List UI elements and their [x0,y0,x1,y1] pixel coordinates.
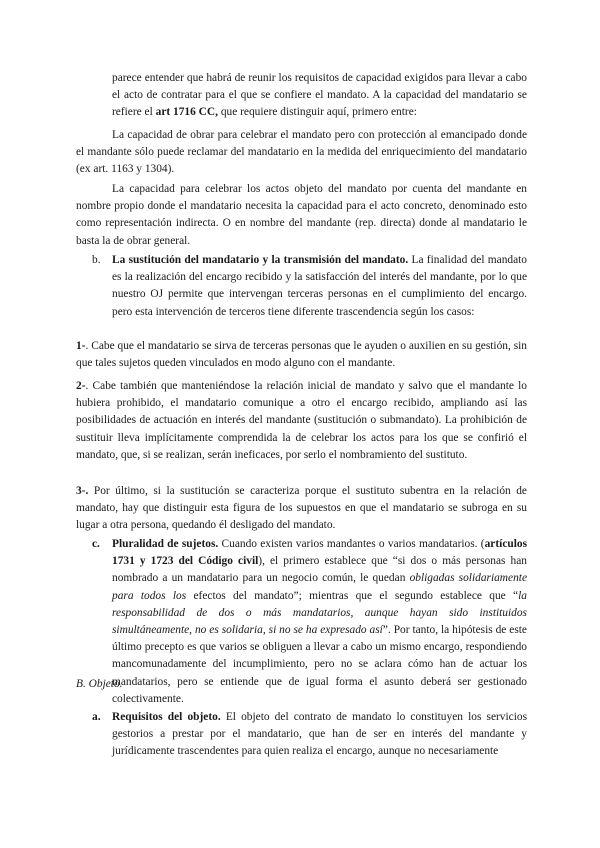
case-1-text: . Cabe que el mandatario se sirva de terceras personas que le ayuden o auxilien en su gestión, sin que tales sujetos queden vinculados en modo alguno con el mandante. [76,340,527,370]
capacidad-actos-paragraph [76,181,527,250]
section-c-marker: c. [92,538,100,550]
section-a-text: El objeto del contrato de mandato lo constituyen los servicios gestorios a prestar por el mandatario, que han de ser en interés del mandante y jurídicamente trascendentes para quien realiza el encargo, aunque no necesariamente [112,711,528,758]
section-c-title: Pluralidad de sujetos. [112,538,219,550]
intro-text-2: que requiere distinguir aquí, primero entre: [217,106,417,119]
section-c-articles-ref: artículos 1731 y 1723 del Código civil [112,538,528,568]
heading-b-objeto [76,676,527,693]
section-c-text-2: ), el primero establece que “si dos o más personas han nombrado a un mandatario para un negocio común, le quedan [112,555,528,585]
case-2-paragraph [76,378,527,464]
capacidad-obrar-paragraph [76,127,527,179]
section-a-marker: a. [92,711,101,723]
article-1716-ref: art 1716 CC, [155,106,218,119]
section-c-text-4: ”. Por tanto, la hipótesis de este último precepto es que varios se obliguen a llevar a cabo un mismo encargo, respondiendo mancomunadamente del incumplimiento, pero no se aclara cómo han de actuar los mandatarios, pero se entiende que de igual forma el asunto deberá ser gestionado colectivamente. [112,624,527,705]
section-b-title: La sustitución del mandatario y la transmisión del mandato. [112,254,409,266]
case-2-text: . Cabe también que manteniéndose la relación inicial de mandato y salvo que el mandante lo hubiera prohibido, el mandatario comunique a otro el encargo recibido, ampliando así las posibilidades de actuación en interés del mandante (sustitución o submandato). La prohibición de sustituir lleva implícitamente comprendida la de celebrar los actos para los que se confirió el mandato, que, si se realizan, serán ineficaces, por serlo el nombramiento del sustituto. [76,380,527,461]
capacidad-actos-text: La capacidad para celebrar los actos objeto del mandato por cuenta del mandante en nombre propio donde el mandatario necesita la capacidad para el acto concreto, denominado esto como representación indirecta. O en nombre del mandante (rep. directa) donde al mandatario le basta la de obrar general. [76,183,527,247]
capacidad-obrar-text: La capacidad de obrar para celebrar el mandato pero con protección al emancipado donde el mandante sólo puede reclamar del mandatario en la medida del enriquecimiento del mandatario (ex art. 1163 y 1304). [76,129,527,176]
heading-b-objeto-text: B. Objeto. [76,678,123,690]
section-c-italic-2: la responsabilidad de dos o más mandatarios, aunque hayan sido instituidos simultáneamente, no es solidaria, si no se ha expresado así [112,589,527,637]
section-b-text: La finalidad del mandato es la realización del encargo recibido y la satisfacción del interés del mandante, por lo que nuestro OJ permite que intervengan terceras personas en el cumplimiento del encargo. pero esta intervención de terceros tiene diferente trascendencia según los casos: [112,254,527,318]
section-c-italic-1: obligadas solidariamente para todos los [112,572,528,602]
case-3-paragraph [76,483,527,535]
case-1-number: 1- [76,340,86,352]
intro-text-1: parece entender que habrá de reunir los requisitos de capacidad exigidos para llevar a cabo el acto de contratar para el que se confiere el mandato. A la capacidad del mandatario se refiere el [112,72,527,119]
section-c-text-1: Cuando existen varios mandantes o varios mandatarios. ( [218,538,485,550]
case-3-text: Por último, si la sustitución se caracteriza porque el sustituto subentra en la relación de mandato, hay que distinguir esta figura de los supuestos en que el mandatario se subroga en su lugar a otra persona, quedando él desligado del mandato. [76,485,527,532]
case-1-paragraph [76,338,527,372]
section-b-paragraph [112,252,527,321]
section-c-text-3: efectos del mandato”; mientras que el segundo establece que “ [186,589,519,602]
intro-paragraph [112,70,527,122]
section-a-paragraph [112,709,527,761]
case-2-number: 2- [76,380,86,392]
section-a-title: Requisitos del objeto. [112,711,221,723]
section-b-marker: b. [92,254,101,266]
case-3-number: 3-. [76,485,89,497]
